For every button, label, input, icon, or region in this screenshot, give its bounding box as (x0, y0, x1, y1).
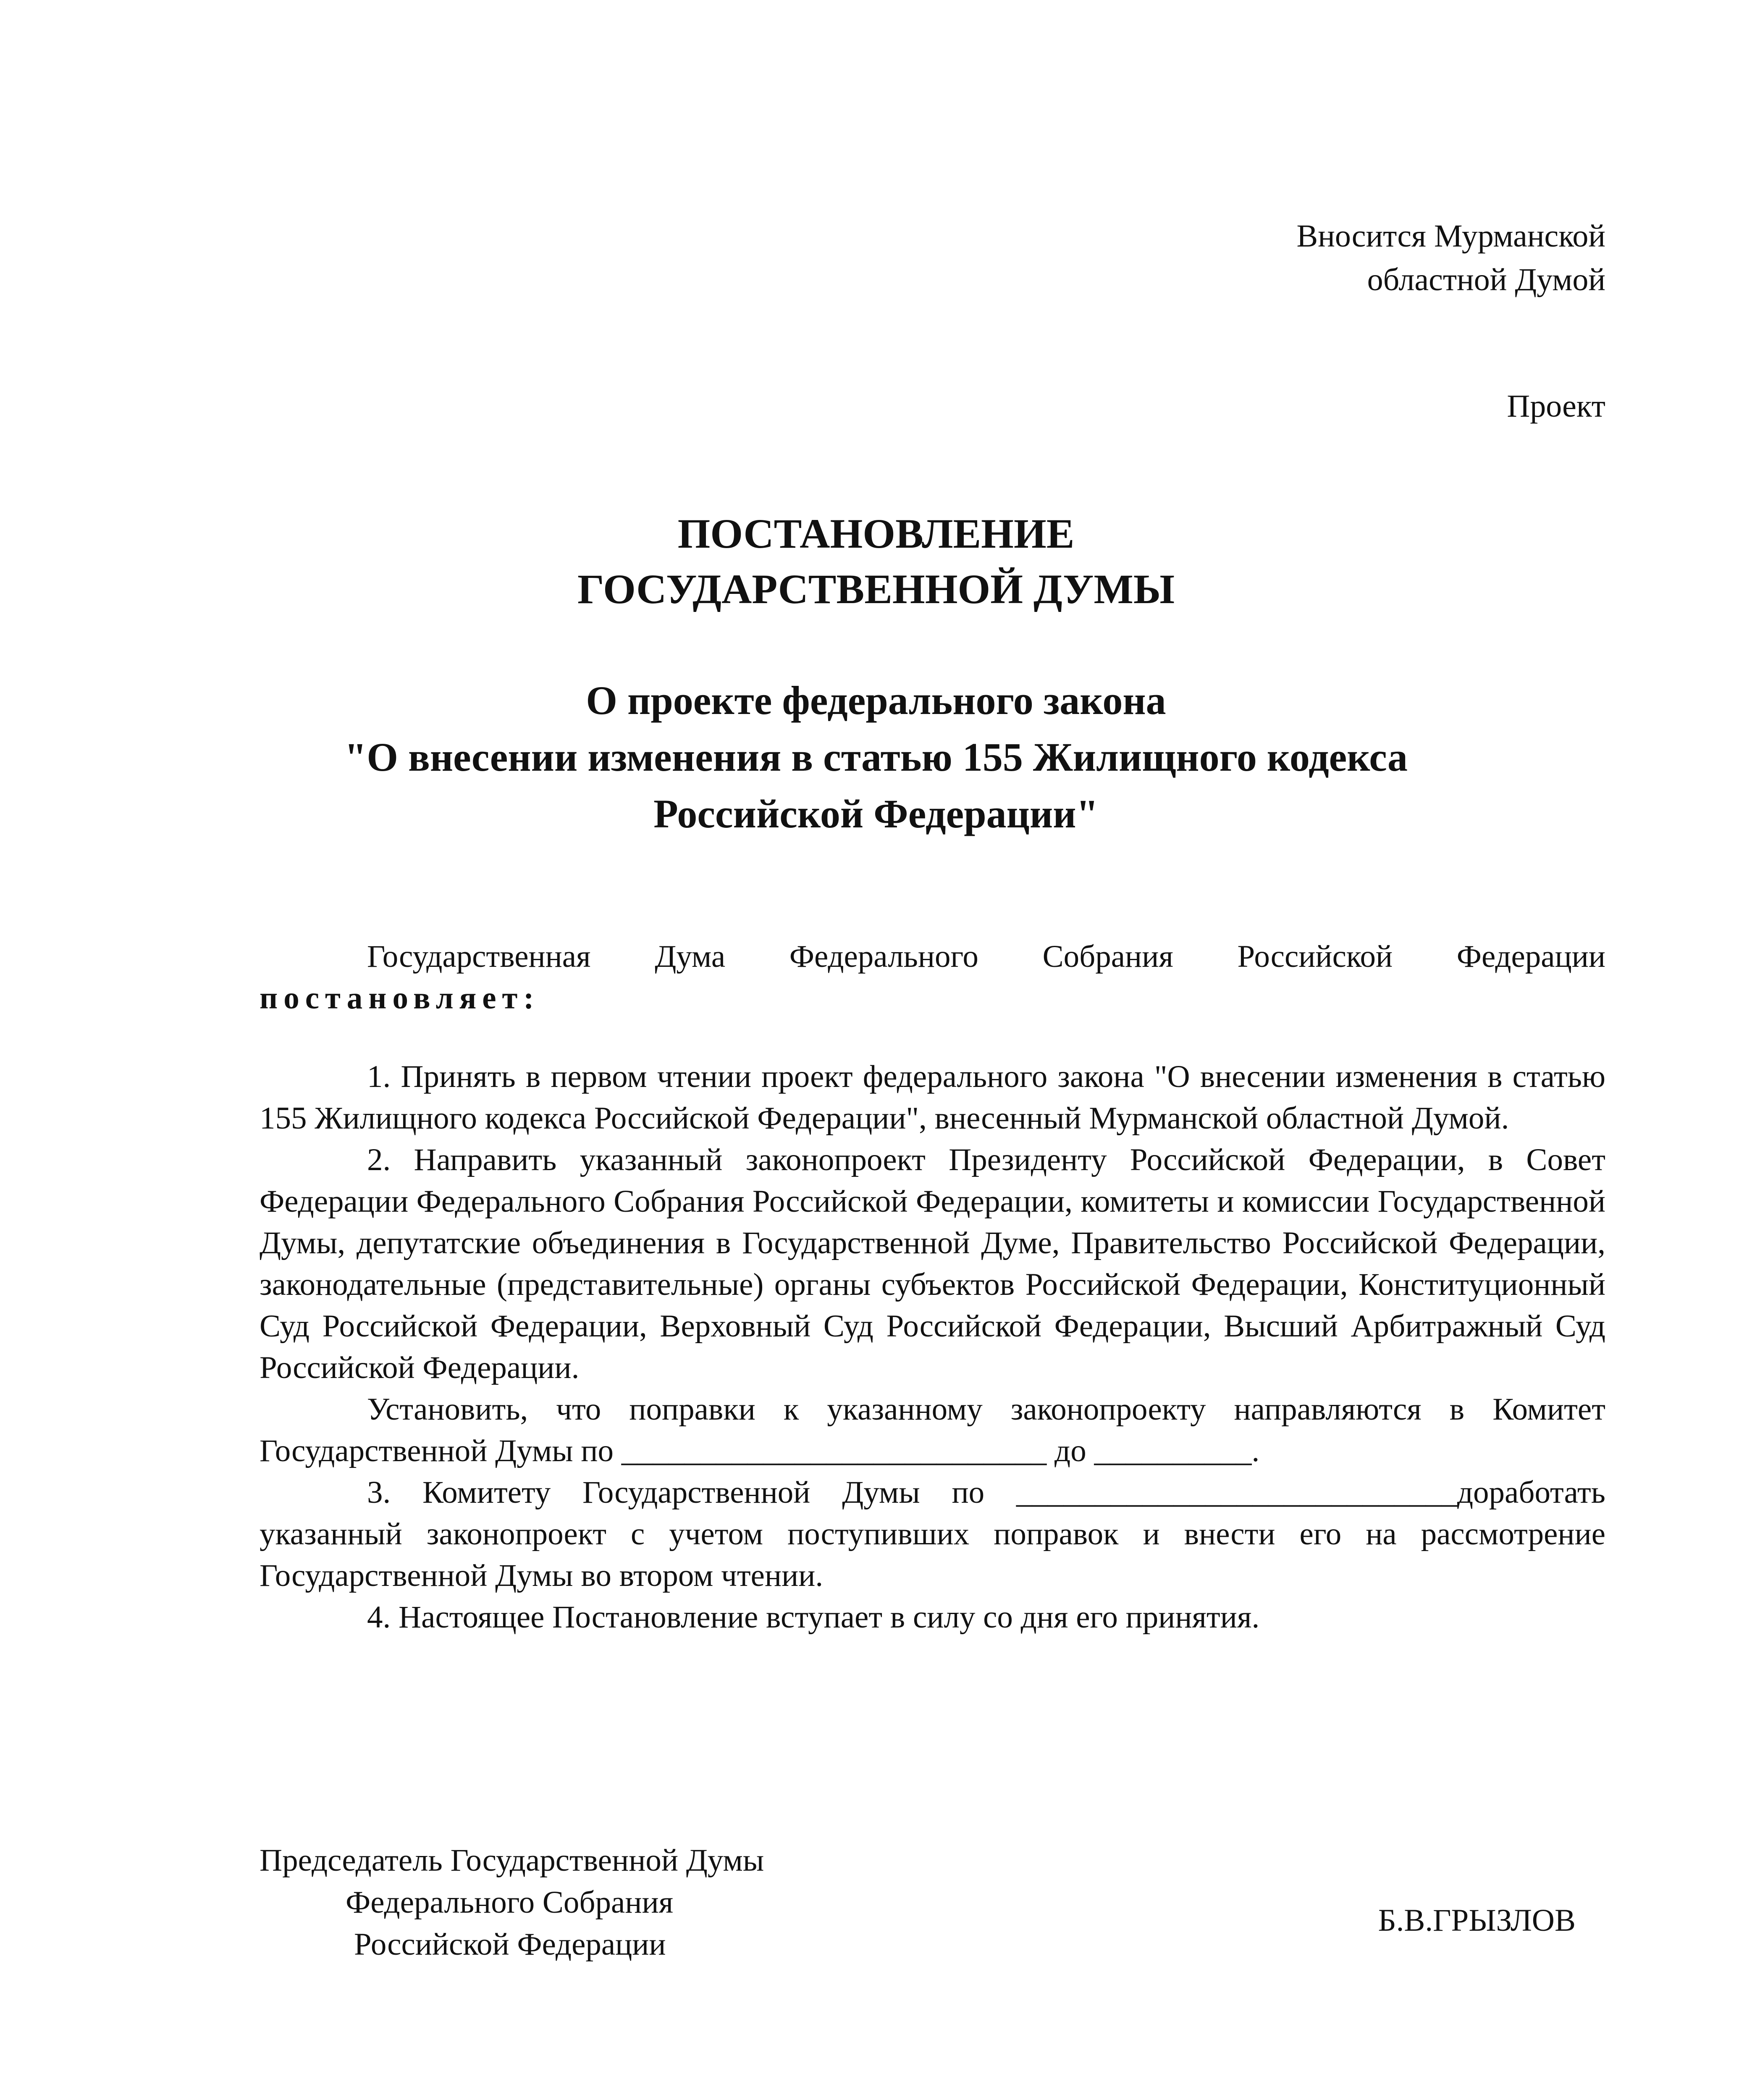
title-line: ГОСУДАРСТВЕННОЙ ДУМЫ (577, 566, 1175, 612)
signature-position (260, 1840, 764, 1966)
introduced-by-line: Вносится Мурманской (1296, 218, 1605, 254)
document-title (0, 506, 1752, 617)
signature-line: Председатель Государственной Думы (260, 1843, 764, 1878)
subtitle-line: О проекте федерального закона (586, 678, 1166, 723)
title-line: ПОСТАНОВЛЕНИЕ (677, 510, 1075, 557)
introduced-by-line: областной Думой (1367, 262, 1605, 297)
draft-label: Проект (1507, 388, 1605, 424)
signature-line: Федерального Собрания (346, 1885, 674, 1920)
document-subtitle (0, 672, 1752, 842)
preamble: Государственная Дума Федерального Собрания Российской Федерации (367, 939, 1605, 974)
document-body (260, 936, 1605, 1638)
subtitle-line: Российской Федерации" (653, 791, 1099, 836)
paragraph-2: 2. Направить указанный законопроект Президенту Российской Федерации, в Совет Федерации Федерального Собрания Российской Федерации, комитеты и комиссии Государственной Думы, депутатские объединения в Государственной Думе, Правительство Российской Федерации, законодательные (представительные) органы субъектов Российской Федерации, Конституционный Суд Российской Федерации, Верховный Суд Российской Федерации, Высший Арбитражный Суд Российской Федерации. (260, 1142, 1605, 1385)
introduced-by (1297, 214, 1605, 302)
paragraph-1: 1. Принять в первом чтении проект федерального закона "О внесении изменения в статью 155 Жилищного кодекса Российской Федерации", внесенный Мурманской областной Думой. (260, 1059, 1605, 1136)
paragraph-3: 3. Комитету Государственной Думы по ____________________________доработать указанный законопроект с учетом поступивших поправок и внести его на рассмотрение Государственной Думы во втором чтении. (260, 1475, 1605, 1593)
paragraph-4: 4. Настоящее Постановление вступает в силу со дня его принятия. (367, 1600, 1260, 1635)
signatory-name: Б.В.ГРЫЗЛОВ (1378, 1903, 1576, 1938)
subtitle-line: "О внесении изменения в статью 155 Жилищного кодекса (344, 735, 1408, 780)
paragraph-amendments: Установить, что поправки к указанному законопроекту направляются в Комитет Государственной Думы по ___________________________ до __________. (260, 1392, 1605, 1468)
signature-line: Российской Федерации (354, 1927, 666, 1962)
preamble-decides: постановляет: (260, 981, 540, 1016)
